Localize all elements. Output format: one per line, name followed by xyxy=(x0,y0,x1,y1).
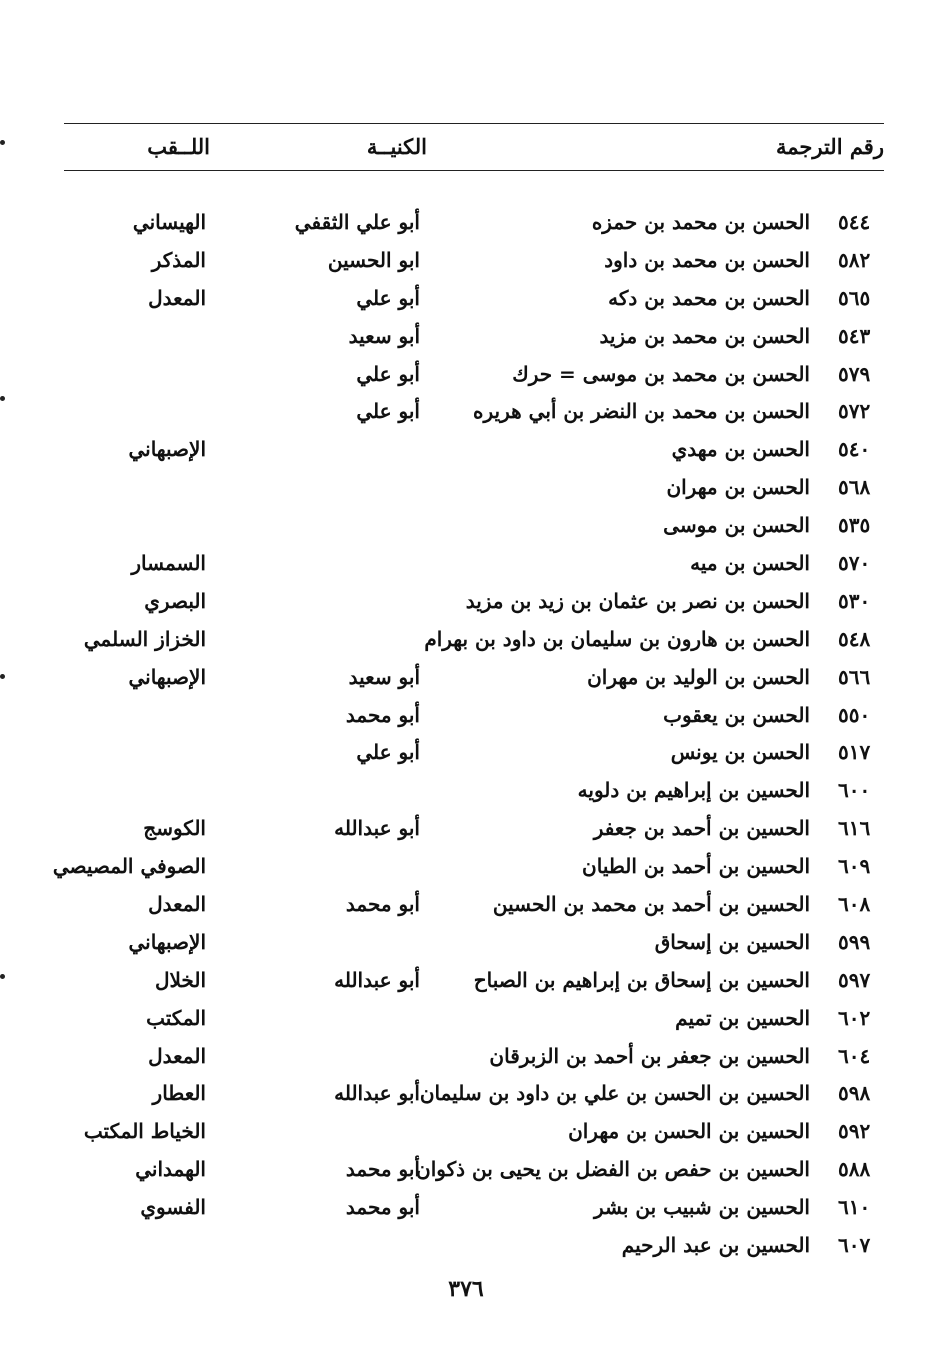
entry-name: الحسن بن مهران xyxy=(666,475,810,500)
entry-number: ٦٠٤ xyxy=(838,1043,871,1068)
entry-laqab: الإصبهاني xyxy=(128,664,206,689)
entry-kunya: أبو عبدالله xyxy=(334,967,420,992)
entry-number: ٦٠٢ xyxy=(838,1005,871,1030)
table-row xyxy=(0,243,932,281)
entry-name: الحسن بن محمد بن داود xyxy=(604,247,810,272)
entry-name: الحسين بن الحسن بن علي بن داود بن سليمان xyxy=(419,1081,810,1106)
entry-name: الحسن بن محمد بن موسى = حرك xyxy=(512,361,810,386)
table-row xyxy=(0,963,932,1001)
entry-kunya: أبو علي xyxy=(356,740,420,765)
table-row xyxy=(0,394,932,432)
entry-laqab: الخياط المكتب xyxy=(83,1119,206,1144)
entry-laqab: الإصبهاني xyxy=(128,437,206,462)
header-number-column: رقم الترجمة xyxy=(775,134,884,159)
entry-kunya: أبو علي الثقفي xyxy=(294,210,420,234)
entry-number: ٥٧٩ xyxy=(838,361,871,386)
entry-name: الحسين بن إسحاق بن إبراهيم بن الصباح xyxy=(473,967,810,992)
entry-number: ٥٦٨ xyxy=(838,475,871,500)
entry-laqab: المذكر xyxy=(151,247,206,272)
entry-number: ٦٠٠ xyxy=(838,778,871,803)
entry-number: ٥٧٠ xyxy=(838,551,871,576)
entry-kunya: أبو محمد xyxy=(345,1195,420,1220)
entry-name: الحسين بن الحسن بن مهران xyxy=(568,1119,810,1144)
entry-laqab: الخلال xyxy=(154,967,206,992)
margin-mark xyxy=(0,140,5,145)
entry-number: ٥٤٤ xyxy=(838,210,871,234)
entry-number: ٥٤٨ xyxy=(838,626,871,651)
entry-kunya: أبو محمد xyxy=(345,1157,420,1182)
entry-name: الحسين بن جعفر بن أحمد بن الزبرقان xyxy=(489,1043,810,1068)
entry-laqab: الكوسج xyxy=(143,816,206,841)
table-row xyxy=(0,1076,932,1114)
entry-name: الحسن بن الوليد بن مهران xyxy=(587,664,810,689)
entry-laqab: المعدل xyxy=(148,1043,206,1068)
entry-number: ٦١٠ xyxy=(838,1195,871,1220)
entry-number: ٦٠٨ xyxy=(838,892,871,917)
table-row xyxy=(0,546,932,584)
entry-name: الحسن بن يعقوب xyxy=(663,702,810,727)
table-row xyxy=(0,698,932,736)
page-number: ٣٧٦ xyxy=(448,1276,484,1302)
entry-kunya: أبو عبدالله xyxy=(334,816,420,841)
entry-number: ٥٦٦ xyxy=(838,664,871,689)
entry-laqab: الخزاز السلمي xyxy=(83,626,206,651)
table-row xyxy=(0,1190,932,1228)
table-row xyxy=(0,508,932,546)
entry-kunya: أبو محمد xyxy=(345,702,420,727)
entry-name: الحسن بن ميه xyxy=(690,551,810,576)
entry-laqab: العطار xyxy=(152,1081,206,1106)
entry-kunya: ابو الحسين xyxy=(327,247,420,272)
entry-number: ٦٠٧ xyxy=(838,1233,871,1258)
entry-laqab: الفسوي xyxy=(140,1195,206,1220)
entry-number: ٥٣٠ xyxy=(838,588,871,613)
entry-name: الحسن بن يونس xyxy=(670,740,810,765)
entry-number: ٥٩٢ xyxy=(838,1119,871,1144)
entry-laqab: الهمداني xyxy=(135,1157,206,1182)
table-row xyxy=(0,1001,932,1039)
table-row xyxy=(0,660,932,698)
entry-number: ٦٠٩ xyxy=(838,854,871,879)
entry-kunya: أبو عبدالله xyxy=(334,1081,420,1106)
entry-name: الحسين بن أحمد بن جعفر xyxy=(593,816,810,841)
entry-number: ٥٨٢ xyxy=(838,247,871,272)
table-row xyxy=(0,849,932,887)
header-laqab-column: اللــقب xyxy=(147,134,210,159)
entry-laqab: المكتب xyxy=(146,1005,206,1030)
entries-table xyxy=(0,205,932,1266)
entry-name: الحسين بن حفص بن الفضل بن يحيى بن ذكوان xyxy=(416,1157,810,1182)
entry-laqab: المعدل xyxy=(148,285,206,310)
entry-name: الحسين بن أحمد بن الطيان xyxy=(582,854,810,879)
entry-name: الحسن بن محمد بن النضر بن أبي هريره xyxy=(473,399,810,424)
entry-number: ٥٩٧ xyxy=(838,967,871,992)
table-row xyxy=(0,281,932,319)
table-row xyxy=(0,925,932,963)
table-row xyxy=(0,432,932,470)
entry-name: الحسن بن محمد بن مزيد xyxy=(599,323,810,348)
entry-laqab: المعدل xyxy=(148,892,206,917)
entry-kunya: أبو سعيد xyxy=(348,323,420,348)
entry-laqab: البصري xyxy=(144,588,206,613)
entry-kunya: أبو سعيد xyxy=(348,664,420,689)
table-row xyxy=(0,1228,932,1266)
entry-laqab: الهيساني xyxy=(132,210,206,234)
entry-number: ٥٤٠ xyxy=(838,437,871,462)
header-bottom-rule xyxy=(64,170,884,171)
entry-kunya: أبو علي xyxy=(356,399,420,424)
table-row xyxy=(0,622,932,660)
entry-kunya: أبو محمد xyxy=(345,892,420,917)
entry-name: الحسين بن أحمد بن محمد بن الحسين xyxy=(492,892,810,917)
table-row xyxy=(0,887,932,925)
table-row xyxy=(0,1039,932,1077)
entry-laqab: الإصبهاني xyxy=(128,929,206,954)
table-row xyxy=(0,1152,932,1190)
entry-name: الحسين بن إبراهيم بن دلويه xyxy=(577,778,810,803)
entry-number: ٥٨٨ xyxy=(838,1157,871,1182)
entry-number: ٥٤٣ xyxy=(838,323,871,348)
table-row xyxy=(0,205,932,243)
table-row xyxy=(0,584,932,622)
entry-name: الحسن بن محمد بن حمزه xyxy=(591,210,810,234)
entry-number: ٥١٧ xyxy=(838,740,871,765)
entry-name: الحسين بن شبيب بن بشر xyxy=(593,1195,810,1220)
table-row xyxy=(0,470,932,508)
entry-name: الحسن بن محمد بن دكه xyxy=(608,285,810,310)
entry-number: ٥٩٩ xyxy=(838,929,871,954)
entry-name: الحسن بن نصر بن عثمان بن زيد بن مزيد xyxy=(465,588,810,613)
table-row xyxy=(0,357,932,395)
entry-name: الحسين بن عبد الرحيم xyxy=(621,1233,810,1258)
entry-number: ٥٥٠ xyxy=(838,702,871,727)
entry-name: الحسن بن موسى xyxy=(663,513,810,538)
entry-number: ٥٦٥ xyxy=(838,285,871,310)
entry-name: الحسن بن مهدي xyxy=(671,437,810,462)
entry-laqab: الصوفي المصيصي xyxy=(52,854,206,879)
entry-kunya: أبو علي xyxy=(356,361,420,386)
entry-number: ٥٣٥ xyxy=(838,513,871,538)
entry-name: الحسين بن تميم xyxy=(675,1005,810,1030)
header-top-rule xyxy=(64,123,884,124)
header-kunya-column: الكنيــة xyxy=(366,134,427,159)
table-row xyxy=(0,773,932,811)
table-row xyxy=(0,735,932,773)
entry-number: ٥٧٢ xyxy=(838,399,871,424)
entry-name: الحسن بن هارون بن سليمان بن داود بن بهرام xyxy=(424,626,810,651)
table-row xyxy=(0,811,932,849)
entry-number: ٦١٦ xyxy=(838,816,871,841)
table-row xyxy=(0,1114,932,1152)
table-row xyxy=(0,319,932,357)
entry-laqab: السمسار xyxy=(131,551,206,576)
entry-kunya: أبو علي xyxy=(356,285,420,310)
entry-number: ٥٩٨ xyxy=(838,1081,871,1106)
entry-name: الحسين بن إسحاق xyxy=(654,929,810,954)
